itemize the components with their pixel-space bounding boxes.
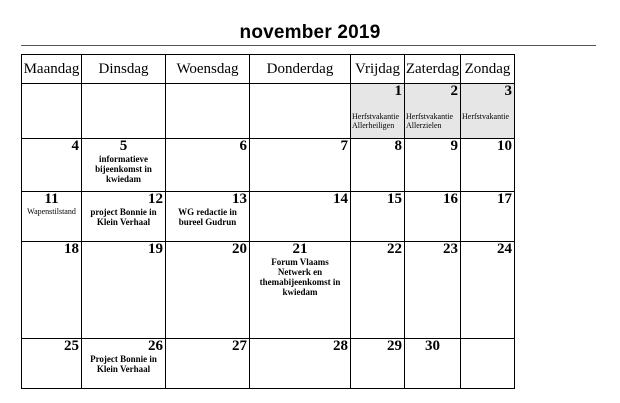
- weekday-header: Donderdag: [250, 55, 351, 84]
- day-number: 17: [497, 191, 512, 207]
- calendar-event[interactable]: informatieve bijeenkomst in kwiedam: [95, 154, 152, 184]
- day-number: 16: [443, 191, 458, 207]
- day-number: [22, 84, 81, 99]
- day-cell[interactable]: [82, 84, 166, 139]
- holiday-note: Herfstvakantie: [462, 112, 510, 121]
- weekday-header-row: [22, 55, 515, 84]
- day-number: 22: [387, 241, 402, 257]
- weekday-header: Zondag: [461, 55, 515, 84]
- day-cell[interactable]: [250, 339, 351, 389]
- day-number: 29: [387, 338, 402, 354]
- weekday-header: Woensdag: [166, 55, 250, 84]
- day-number: 4: [71, 138, 79, 154]
- day-cell[interactable]: [405, 242, 461, 339]
- month-calendar: [21, 54, 515, 389]
- calendar-title: november 2019: [239, 22, 381, 43]
- title-divider: [21, 45, 596, 46]
- day-cell[interactable]: [461, 84, 515, 139]
- day-cell[interactable]: [405, 339, 461, 389]
- day-number: 28: [333, 338, 348, 354]
- day-cell[interactable]: [351, 139, 405, 192]
- day-cell[interactable]: [405, 139, 461, 192]
- day-cell[interactable]: [461, 242, 515, 339]
- day-number: 9: [450, 138, 458, 154]
- calendar-event[interactable]: Forum Vlaams Netwerk en themabijeenkomst in kwiedam: [259, 257, 341, 297]
- day-cell[interactable]: [82, 242, 166, 339]
- holiday-note: Allerzielen: [406, 121, 442, 130]
- day-cell[interactable]: [250, 242, 351, 339]
- week-row: [22, 139, 515, 192]
- day-number: 10: [497, 138, 512, 154]
- day-cell[interactable]: [166, 84, 250, 139]
- day-cell[interactable]: [166, 339, 250, 389]
- day-cell[interactable]: [250, 139, 351, 192]
- week-row: [22, 242, 515, 339]
- day-cell[interactable]: [22, 192, 82, 242]
- week-row: [22, 192, 515, 242]
- day-number: [166, 84, 249, 99]
- day-cell[interactable]: [22, 339, 82, 389]
- day-number: 11: [44, 191, 59, 207]
- holiday-note: Wapenstilstand: [27, 207, 76, 216]
- day-cell[interactable]: [22, 84, 82, 139]
- day-number: 20: [232, 241, 247, 257]
- day-number: 5: [119, 138, 128, 154]
- week-row: [22, 339, 515, 389]
- day-number: 24: [497, 241, 512, 257]
- day-number: [82, 84, 165, 99]
- day-cell[interactable]: [351, 192, 405, 242]
- holiday-note: Herfstvakantie: [406, 112, 454, 121]
- day-cell[interactable]: [22, 242, 82, 339]
- day-number: 18: [64, 241, 79, 257]
- day-number: 2: [450, 83, 458, 99]
- day-number: 25: [64, 338, 79, 354]
- day-number: 26: [148, 338, 163, 354]
- day-cell[interactable]: [351, 84, 405, 139]
- day-cell[interactable]: [82, 139, 166, 192]
- weekday-header: Vrijdag: [351, 55, 405, 84]
- day-cell[interactable]: [461, 339, 515, 389]
- calendar-event[interactable]: project Bonnie in Klein Verhaal: [90, 207, 157, 227]
- week-row: [22, 84, 515, 139]
- day-number: 12: [148, 191, 163, 207]
- day-cell[interactable]: [82, 192, 166, 242]
- day-number: 3: [504, 83, 512, 99]
- day-cell[interactable]: [351, 339, 405, 389]
- day-number: 1: [394, 83, 402, 99]
- day-cell[interactable]: [166, 242, 250, 339]
- day-cell[interactable]: [166, 192, 250, 242]
- day-cell[interactable]: [82, 339, 166, 389]
- day-number: 21: [292, 241, 308, 257]
- day-cell[interactable]: [405, 192, 461, 242]
- day-number: [250, 84, 350, 99]
- weekday-header: Zaterdag: [405, 55, 461, 84]
- day-number: 8: [394, 138, 402, 154]
- day-number: 27: [232, 338, 247, 354]
- day-cell[interactable]: [250, 84, 351, 139]
- day-number: 14: [333, 191, 348, 207]
- calendar-event[interactable]: WG redactie in bureel Gudrun: [178, 207, 237, 227]
- day-number: 19: [148, 241, 163, 257]
- day-cell[interactable]: [461, 139, 515, 192]
- day-number: [461, 339, 514, 354]
- day-number: 13: [232, 191, 247, 207]
- day-cell[interactable]: [22, 139, 82, 192]
- day-number: 30: [425, 338, 440, 354]
- day-cell[interactable]: [351, 242, 405, 339]
- day-cell[interactable]: [461, 192, 515, 242]
- holiday-note: Allerheiligen: [352, 121, 395, 130]
- calendar-event[interactable]: Project Bonnie in Klein Verhaal: [90, 354, 157, 374]
- day-number: 23: [443, 241, 458, 257]
- day-cell[interactable]: [405, 84, 461, 139]
- weekday-header: Maandag: [22, 55, 82, 84]
- day-number: 15: [387, 191, 402, 207]
- day-number: 6: [239, 138, 247, 154]
- weekday-header: Dinsdag: [82, 55, 166, 84]
- day-cell[interactable]: [250, 192, 351, 242]
- day-number: 7: [340, 138, 348, 154]
- holiday-note: Herfstvakantie: [352, 112, 400, 121]
- day-cell[interactable]: [166, 139, 250, 192]
